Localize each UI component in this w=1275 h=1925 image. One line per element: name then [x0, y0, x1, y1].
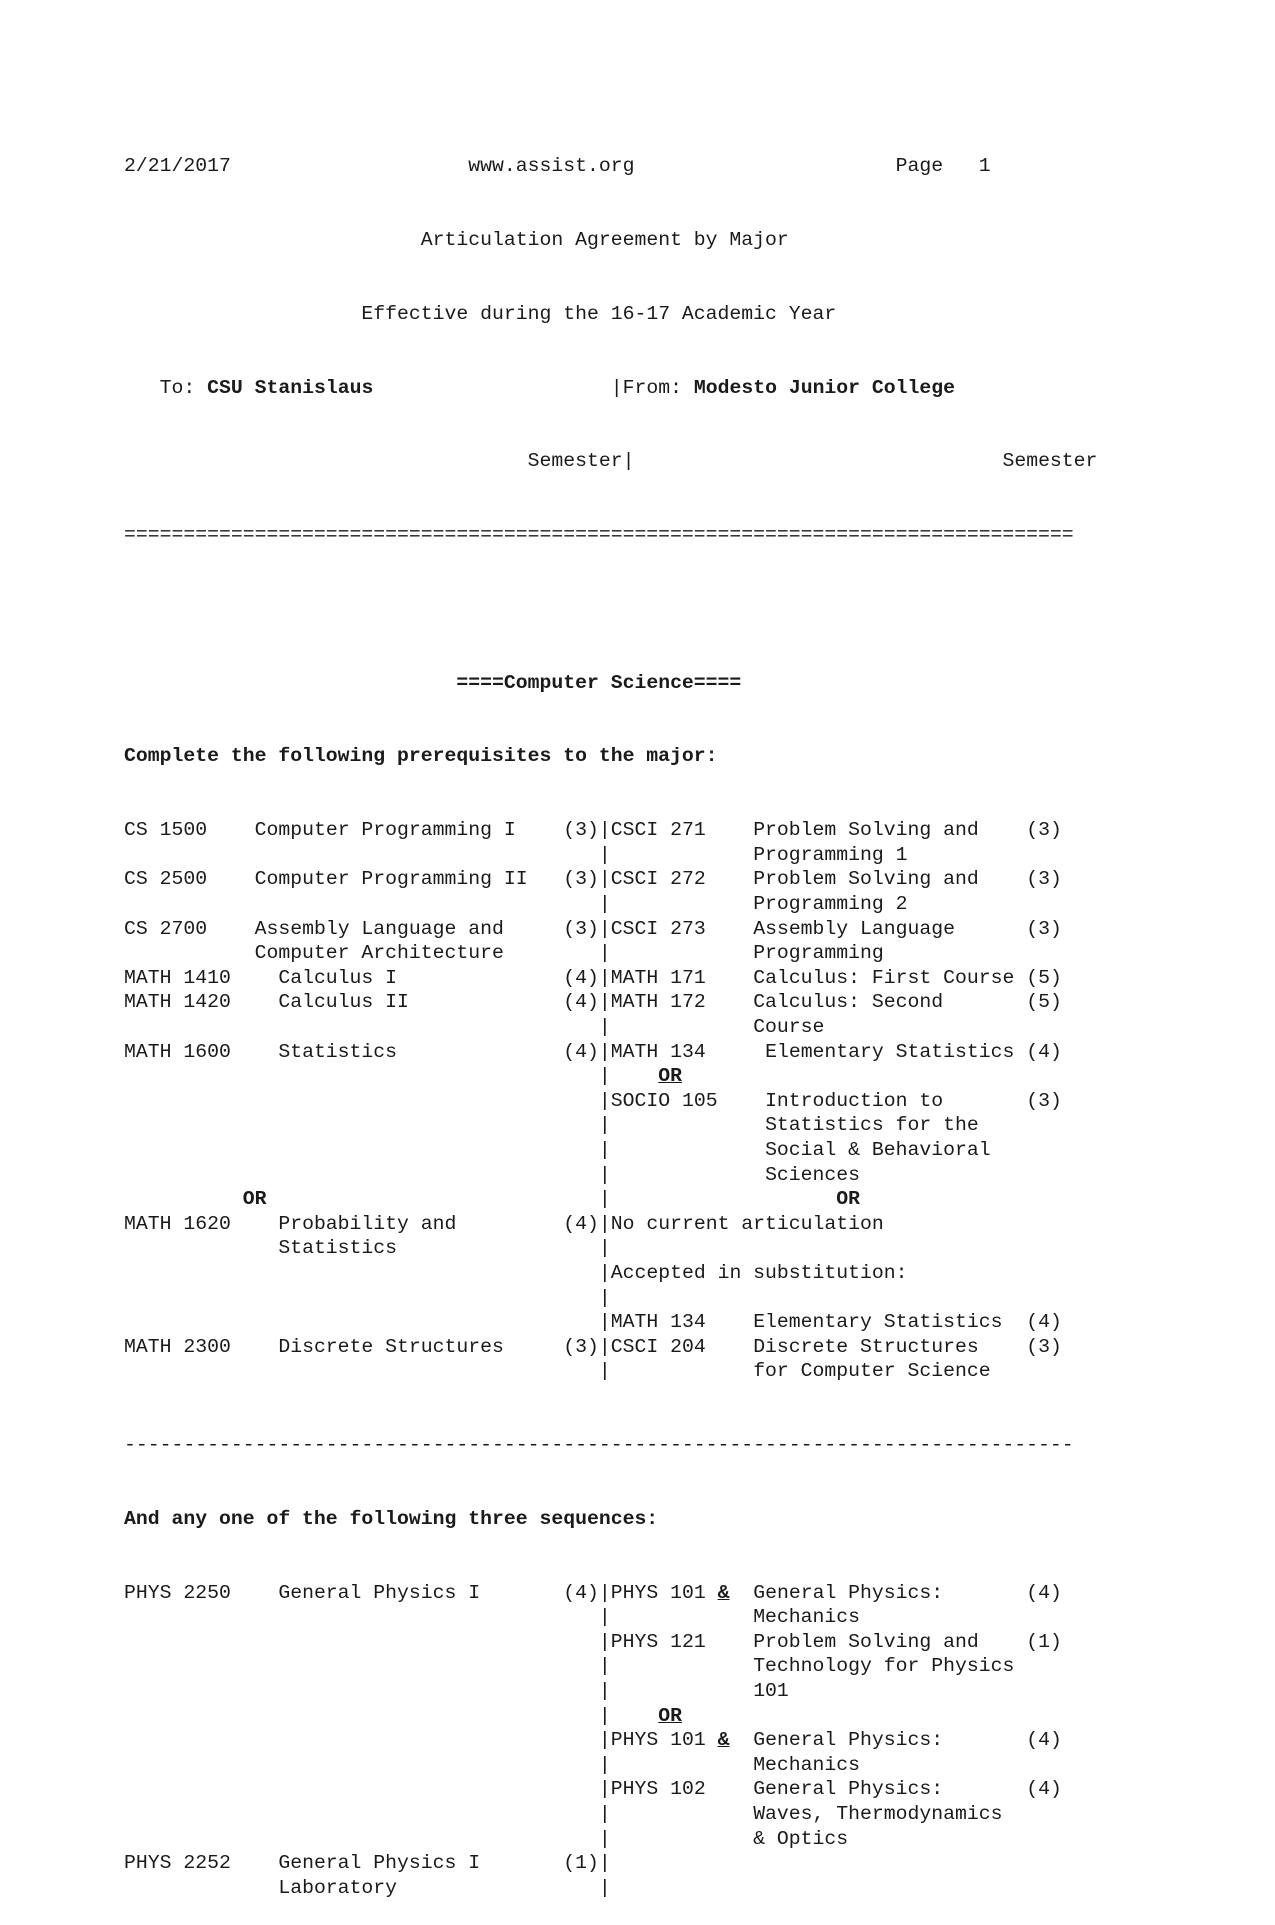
table-row: MATH 1620 Probability and (4)|No current articulation	[124, 1212, 884, 1235]
right-course-code: PHYS 101	[610, 1729, 706, 1752]
table-row: |PHYS 101 & General Physics: (4)	[598, 1729, 1062, 1752]
right-course-title: Social & Behavioral	[765, 1138, 991, 1161]
header-line-2	[124, 228, 1124, 253]
right-course-code: SOCIO 105	[610, 1089, 718, 1112]
table-row: MATH 1420 Calculus II (4)|MATH 172 Calculus: Second (5)	[124, 991, 1062, 1014]
right-units: (5)	[1026, 991, 1062, 1014]
left-units: (4)	[563, 966, 599, 989]
left-course-title: Probability and	[278, 1212, 457, 1235]
left-course-title: General Physics I	[278, 1581, 481, 1604]
table-row: | Technology for Physics	[598, 1655, 1015, 1678]
double-rule: ================================================================================	[124, 524, 1074, 547]
left-course-code: MATH 1620	[124, 1212, 231, 1235]
left-course-title: Assembly Language and	[254, 917, 504, 940]
table-row: | Mechanics	[598, 1753, 861, 1776]
major-heading: ====Computer Science====	[456, 671, 742, 694]
right-term: Semester	[1002, 450, 1098, 473]
left-units: (3)	[563, 1335, 599, 1358]
right-course-code: MATH 172	[610, 991, 706, 1014]
right-or-label: OR	[658, 1704, 682, 1727]
right-course-code: MATH 134	[610, 1040, 706, 1063]
right-course-title: Programming	[753, 942, 884, 965]
table-row: |	[598, 1286, 611, 1309]
table-row: Computer Architecture | Programming	[254, 942, 884, 965]
section2-heading: And any one of the following three sequences:	[124, 1507, 659, 1530]
left-units: (4)	[563, 1581, 599, 1604]
left-course-code: CS 2500	[124, 868, 208, 891]
table-row: |MATH 134 Elementary Statistics (4)	[598, 1311, 1062, 1334]
right-units: (3)	[1026, 868, 1062, 891]
table-row: | OR	[598, 1065, 682, 1088]
right-course-title: General Physics:	[753, 1729, 944, 1752]
table-row: CS 2700 Assembly Language and (3)|CSCI 273 Assembly Language (3)	[124, 917, 1062, 940]
right-course-title: Waves, Thermodynamics	[753, 1802, 1003, 1825]
page-label: Page	[895, 155, 944, 178]
table-row: | Waves, Thermodynamics	[598, 1802, 1003, 1825]
table-row: CS 1500 Computer Programming I (3)|CSCI 271 Problem Solving and (3)	[124, 819, 1062, 842]
right-units: (3)	[1026, 917, 1062, 940]
table-row: | Social & Behavioral	[598, 1138, 991, 1161]
right-units: (3)	[1026, 1089, 1062, 1112]
to-label: To:	[159, 376, 196, 399]
table-row: | for Computer Science	[598, 1360, 991, 1383]
right-course-code: CSCI 204	[610, 1335, 706, 1358]
left-course-code: CS 1500	[124, 819, 208, 842]
right-course-title: Elementary Statistics	[765, 1040, 1015, 1063]
major-heading-line	[124, 671, 1124, 696]
left-course-title: Statistics	[278, 1040, 398, 1063]
right-course-title: Technology for Physics	[753, 1655, 1015, 1678]
right-units: (4)	[1026, 1040, 1062, 1063]
right-course-title: 101	[753, 1680, 789, 1702]
header-line-5: Semester| Semester	[527, 450, 1098, 473]
from-label: From:	[622, 376, 682, 399]
left-course-title: Computer Programming I	[254, 819, 516, 842]
table-row: MATH 2300 Discrete Structures (3)|CSCI 204 Discrete Structures (3)	[124, 1335, 1062, 1358]
table-row: OR | OR	[242, 1188, 861, 1211]
right-course-title: Programming 2	[753, 893, 908, 915]
left-course-code: PHYS 2252	[124, 1852, 231, 1875]
left-course-code: MATH 1600	[124, 1040, 231, 1063]
right-course-title: Calculus: First Course	[753, 966, 1015, 989]
site-url: www.assist.org	[468, 155, 635, 178]
right-note: Accepted in substitution:	[610, 1261, 908, 1284]
right-course-title: Problem Solving and	[753, 868, 979, 891]
left-units: (4)	[563, 1212, 599, 1235]
left-course-code: MATH 2300	[124, 1335, 231, 1358]
left-or-label: OR	[242, 1188, 267, 1211]
right-note: No current articulation	[610, 1212, 884, 1235]
right-course-code: CSCI 272	[610, 868, 706, 891]
right-course-code: CSCI 273	[610, 917, 706, 940]
right-units: (4)	[1026, 1581, 1062, 1604]
right-or-label: OR	[836, 1188, 861, 1211]
right-units: (4)	[1026, 1311, 1062, 1334]
table-row: | Mechanics	[598, 1606, 861, 1629]
left-course-title: Calculus II	[278, 991, 409, 1014]
left-units: (3)	[563, 819, 599, 842]
right-course-title: Calculus: Second	[753, 991, 944, 1014]
table-row: PHYS 2252 General Physics I (1)|	[124, 1852, 611, 1875]
right-course-title: Introduction to	[765, 1089, 944, 1112]
left-units: (4)	[563, 991, 599, 1014]
right-course-code: PHYS 102	[610, 1778, 706, 1801]
single-rule: --------------------------------------------------------------------------------	[124, 1434, 1074, 1457]
table-row: | Programming 1	[598, 843, 908, 866]
table-row: MATH 1600 Statistics (4)|MATH 134 Elementary Statistics (4)	[124, 1040, 1062, 1063]
left-course-title: Discrete Structures	[278, 1335, 504, 1358]
right-course-code: MATH 134	[610, 1311, 706, 1334]
right-course-title: for Computer Science	[753, 1360, 991, 1383]
table-row: | Statistics for the	[598, 1114, 979, 1137]
articulation-document	[124, 105, 1124, 1925]
right-course-title: Course	[753, 1015, 825, 1038]
right-course-title: & Optics	[753, 1827, 849, 1850]
table-row: | Course	[598, 1015, 825, 1038]
table-row: | OR	[598, 1704, 682, 1727]
left-units: (1)	[563, 1852, 599, 1875]
table-row: | Programming 2	[598, 893, 908, 915]
left-course-code: MATH 1420	[124, 991, 231, 1014]
left-course-title: Computer Architecture	[254, 942, 504, 965]
right-course-title: General Physics:	[753, 1778, 944, 1801]
right-units: (4)	[1026, 1778, 1062, 1801]
table-row: |PHYS 121 Problem Solving and (1)	[598, 1630, 1062, 1653]
right-course-title: Problem Solving and	[753, 819, 979, 842]
header-line-3	[124, 302, 1124, 327]
left-units: (4)	[563, 1040, 599, 1063]
from-school: Modesto Junior College	[693, 376, 956, 399]
print-date: 2/21/2017	[124, 155, 231, 178]
table-row: MATH 1410 Calculus I (4)|MATH 171 Calculus: First Course (5)	[124, 966, 1062, 989]
table-row: Laboratory |	[278, 1876, 611, 1899]
left-course-code: CS 2700	[124, 917, 208, 940]
document-title: Articulation Agreement by Major	[420, 228, 789, 251]
left-course-code: PHYS 2250	[124, 1581, 231, 1604]
left-course-title: Calculus I	[278, 966, 398, 989]
left-term: Semester	[527, 450, 623, 473]
table-row: |Accepted in substitution:	[598, 1261, 908, 1284]
right-course-title: Mechanics	[753, 1753, 861, 1776]
right-units: (3)	[1026, 819, 1062, 842]
and-marker: &	[717, 1729, 730, 1752]
right-course-title: Problem Solving and	[753, 1630, 979, 1653]
table-row: |SOCIO 105 Introduction to (3)	[598, 1089, 1062, 1112]
table-row: Statistics |	[278, 1237, 611, 1260]
right-units: (4)	[1026, 1729, 1062, 1752]
and-marker: &	[717, 1581, 730, 1604]
table-row: | 101	[598, 1680, 789, 1702]
right-course-title: Assembly Language	[753, 917, 956, 940]
right-units: (5)	[1026, 966, 1062, 989]
right-course-title: General Physics:	[753, 1581, 944, 1604]
table-row: | & Optics	[598, 1827, 849, 1850]
header-line-4: To: CSU Stanislaus |From: Modesto Junior College	[159, 376, 956, 399]
right-course-code: CSCI 271	[610, 819, 706, 842]
left-units: (3)	[563, 868, 599, 891]
right-course-title: Discrete Structures	[753, 1335, 979, 1358]
right-course-title: Statistics for the	[765, 1114, 979, 1137]
right-or-label: OR	[658, 1065, 682, 1088]
table-row: CS 2500 Computer Programming II (3)|CSCI 272 Problem Solving and (3)	[124, 868, 1062, 891]
right-course-title: Elementary Statistics	[753, 1311, 1003, 1334]
section1-heading: Complete the following prerequisites to the major:	[124, 745, 718, 768]
to-school: CSU Stanislaus	[207, 376, 374, 399]
effective-term: Effective during the 16-17 Academic Year	[361, 302, 837, 325]
right-course-title: Sciences	[765, 1163, 861, 1186]
left-course-title: General Physics I	[278, 1852, 481, 1875]
left-units: (3)	[563, 917, 599, 940]
right-units: (1)	[1026, 1630, 1062, 1653]
right-units: (3)	[1026, 1335, 1062, 1358]
right-course-title: Mechanics	[753, 1606, 861, 1629]
section1-rows	[124, 818, 1124, 1384]
table-row: PHYS 2250 General Physics I (4)|PHYS 101 & General Physics: (4)	[124, 1581, 1062, 1604]
left-course-title: Statistics	[278, 1237, 398, 1260]
left-course-title: Computer Programming II	[254, 868, 528, 891]
left-course-title: Laboratory	[278, 1876, 398, 1899]
header-line-1	[124, 154, 1124, 179]
right-course-code: PHYS 121	[610, 1630, 706, 1653]
right-course-title: Programming 1	[753, 843, 908, 866]
page-number: 1	[978, 155, 991, 178]
right-course-code: PHYS 101	[610, 1581, 706, 1604]
section2-rows	[124, 1581, 1124, 1901]
left-course-code: MATH 1410	[124, 966, 231, 989]
right-course-code: MATH 171	[610, 966, 706, 989]
table-row: | Sciences	[598, 1163, 861, 1186]
table-row: |PHYS 102 General Physics: (4)	[598, 1778, 1062, 1801]
